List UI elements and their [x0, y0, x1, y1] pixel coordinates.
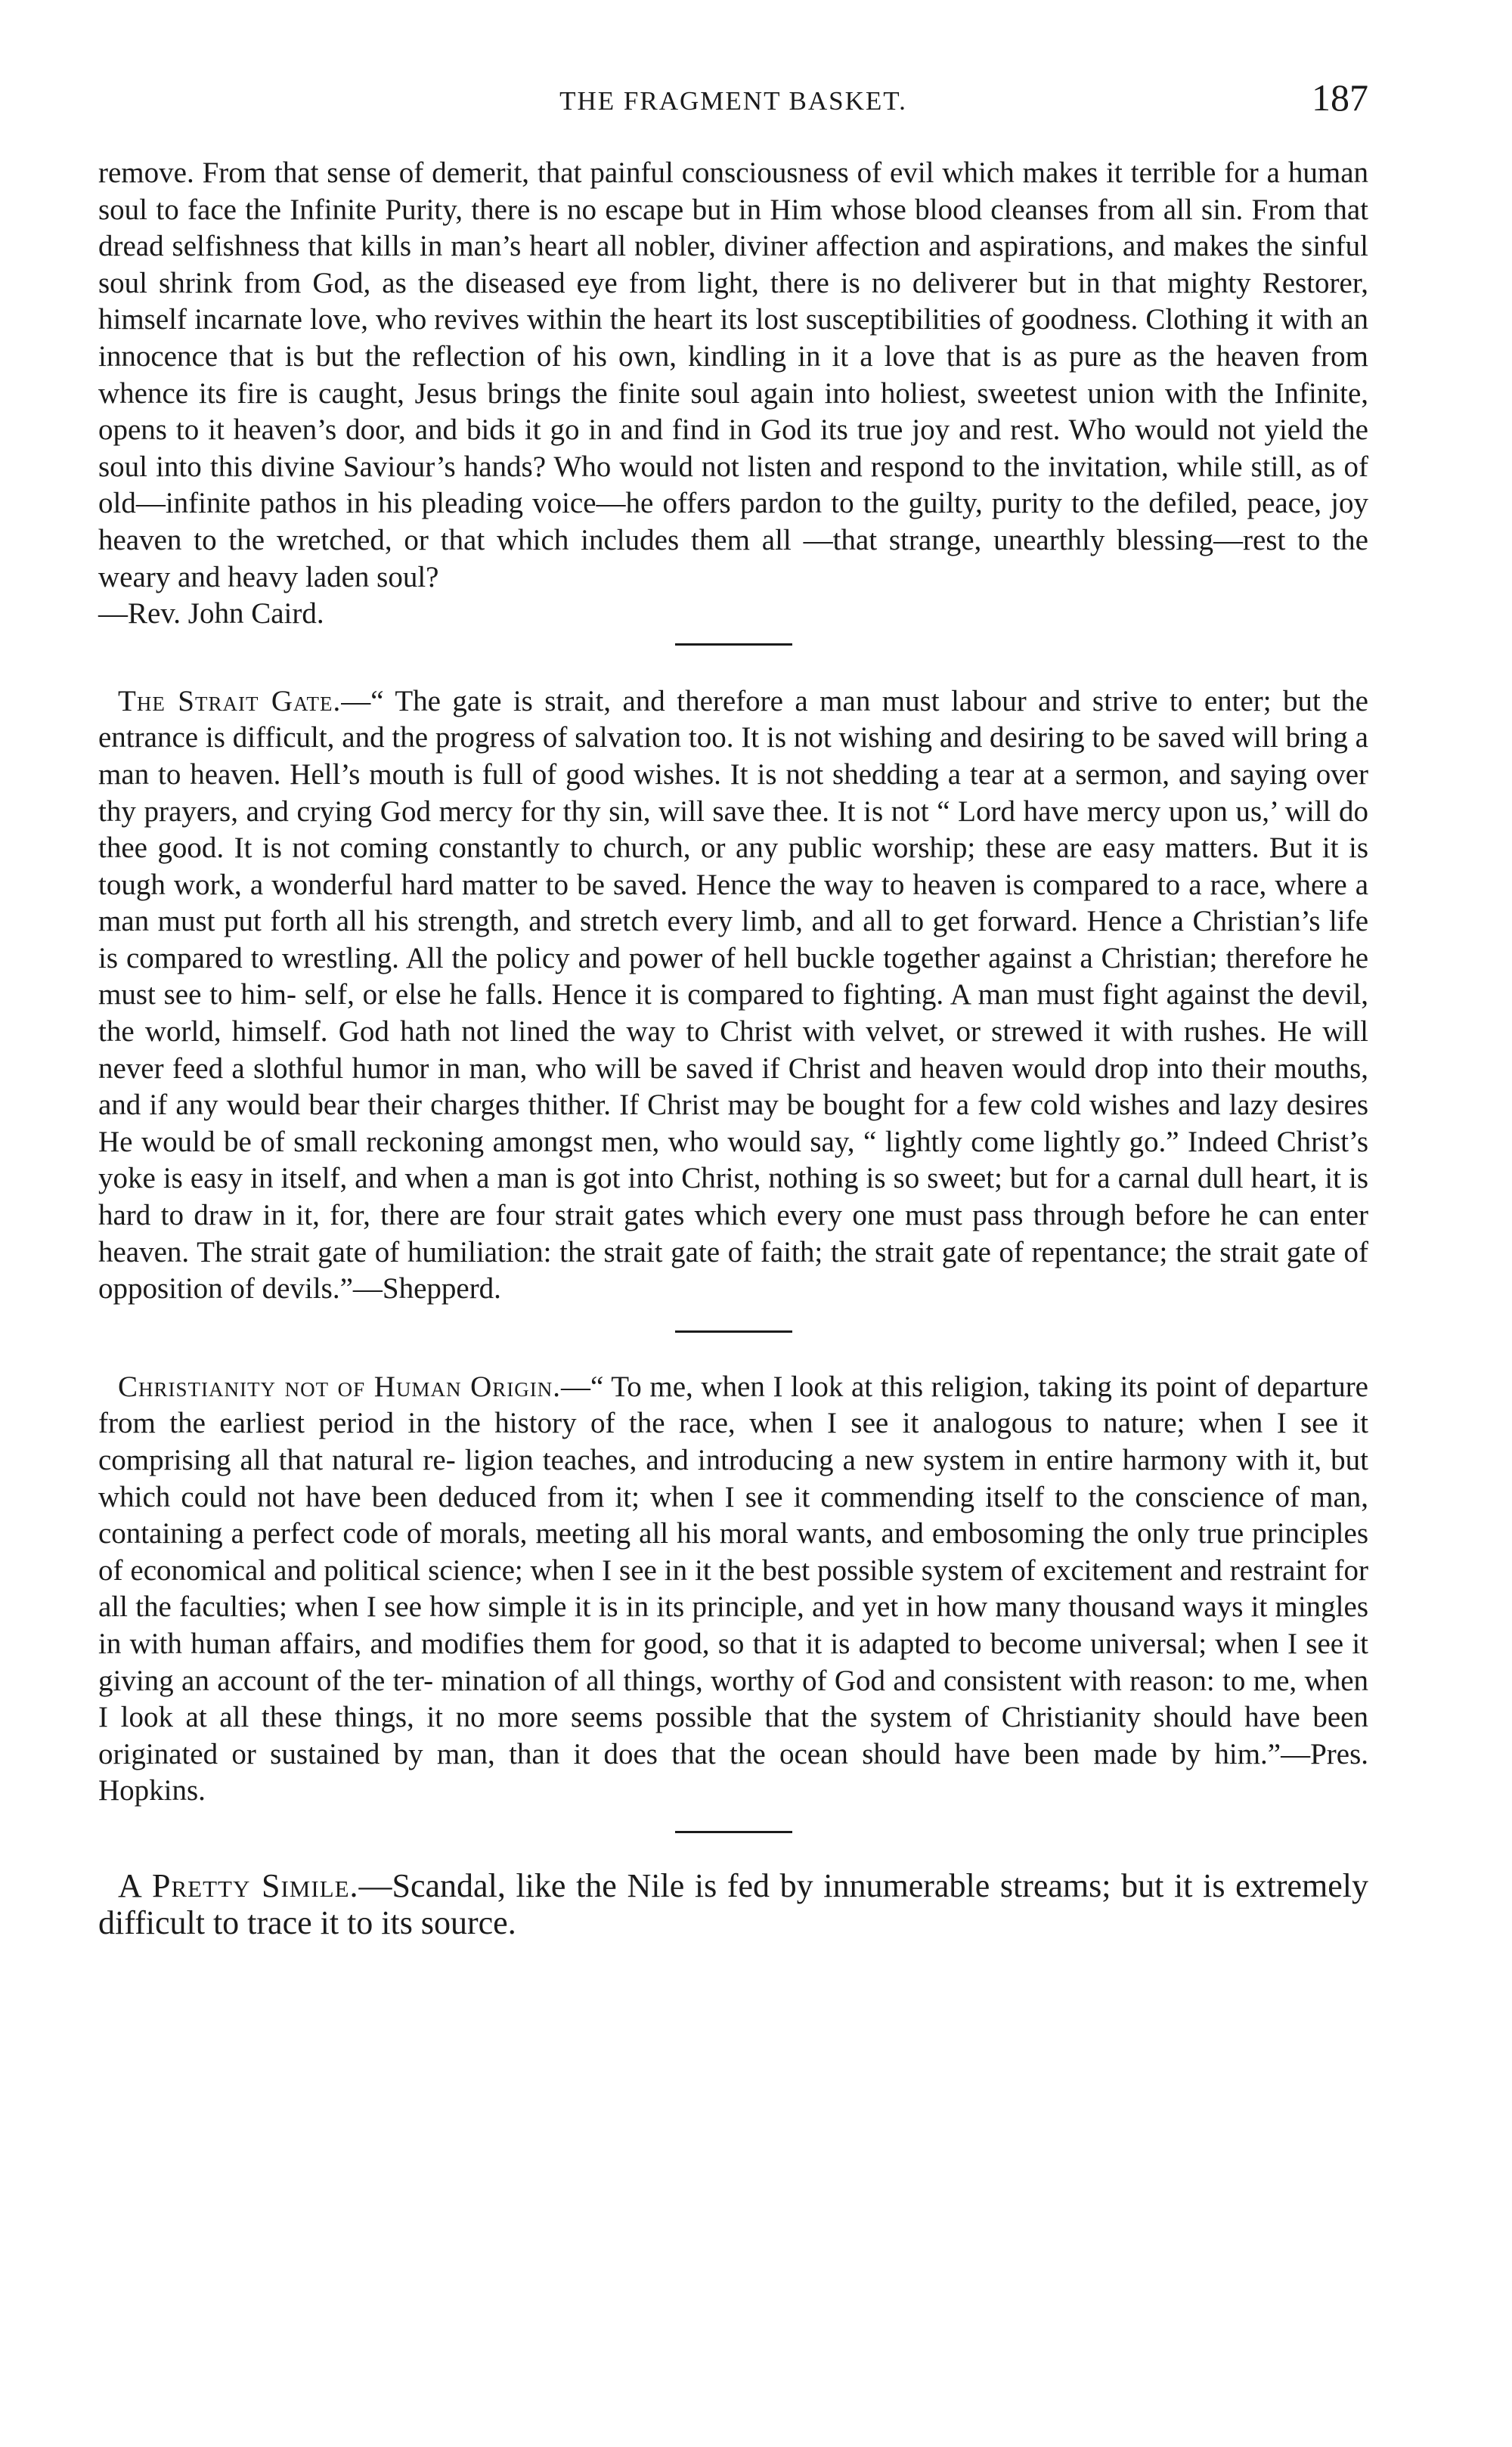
section-divider: [675, 643, 792, 646]
strait-gate-passage: The Strait Gate.—“ The gate is strait, and therefore a man must labour and strive to enter; but the entrance is difficult, and the progress of salvation too. It is not wishing and desiring to be saved will bring a man to heaven. Hell’s mouth is full of good wishes. It is not shedding a tear at a sermon, and saying over thy prayers, and crying God mercy for thy sin, will save thee. It is not “ Lord have mercy upon us,’ will do thee good. It is not coming constantly to church, or any public worship; these are easy matters. But it is tough work, a wonderful hard matter to be saved. Hence the way to heaven is compared to a race, where a man must put forth all his strength, and stretch every limb, and all to get forward. Hence a Christian’s life is compared to wrestling. All the policy and power of hell buckle together against a Christian; therefore he must see to him- self, or else he falls. Hence it is compared to fighting. A man must fight against the devil, the world, himself. God hath not lined the way to Christ with velvet, or strewed it with rushes. He will never feed a slothful humor in man, who will be saved if Christ and heaven would drop into their mouths, and if any would bear their charges thither. If Christ may be bought for a few cold wishes and lazy desires He would be of small reckoning amongst men, who would say, “ lightly come lightly go.” Indeed Christ’s yoke is easy in itself, and when a man is got into Christ, nothing is so sweet; but for a carnal dull heart, it is hard to draw in it, for, there are four strait gates which every one must pass through before he can enter heaven. The strait gate of humiliation: the strait gate of faith; the strait gate of repentance; the strait gate of opposition of devils.”—Shepperd.: [98, 684, 1369, 1306]
page-body: [98, 155, 1368, 1941]
section-divider: [675, 1831, 792, 1833]
section-divider: [675, 1330, 792, 1333]
page-header: [98, 76, 1368, 129]
christianity-passage: Christianity not of Human Origin.—“ To me, when I look at this religion, taking its point of departure from the earliest period in the history of the race, when I see it analogous to nature; when I see it comprising all that natural re- ligion teaches, and introducing a new system in entire harmony with it, but which could not have been deduced from it; when I see it commending itself to the conscience of man, containing a perfect code of morals, meeting all his moral wants, and embosoming the only true principles of economical and political science; when I see in it the best possible system of excitement and restraint for all the faculties; when I see how simple it is in its principle, and yet in how many thousand ways it mingles in with human affairs, and modifies them for good, so that it is adapted to become universal; when I see it giving an account of the ter- mination of all things, worthy of God and consistent with reason: to me, when I look at all these things, it no more seems possible that the system of Christianity should have been originated or sustained by man, than it does that the ocean should have been made by him.”—Pres. Hopkins.: [98, 1370, 1369, 1807]
running-title: THE FRAGMENT BASKET.: [559, 86, 907, 116]
section-title: The Strait Gate.: [118, 684, 342, 717]
page-number: 187: [1312, 76, 1368, 119]
section-title: A Pretty Simile.: [118, 1866, 359, 1904]
section-title: Christianity not of Human Origin.: [118, 1370, 561, 1403]
simile-passage: A Pretty Simile.—Scandal, like the Nile is fed by innumerable streams; but it is extremely difficult to trace it to its source.: [98, 1866, 1368, 1941]
caird-passage: remove. From that sense of demerit, that painful consciousness of evil which makes it terrible for a human soul to face the Infinite Purity, there is no escape but in Him whose blood cleanses from all sin. From that dread selfishness that kills in man’s heart all nobler, diviner affection and aspirations, and makes the sinful soul shrink from God, as the diseased eye from light, there is no deliverer but in that mighty Restorer, himself incarnate love, who revives within the heart its lost susceptibilities of goodness. Clothing it with an innocence that is but the reflection of his own, kindling in it a love that is as pure as the heaven from whence its fire is caught, Jesus brings the finite soul again into holiest, sweetest union with the Infinite, opens to it heaven’s door, and bids it go in and find in God its true joy and rest. Who would not yield the soul into this divine Saviour’s hands? Who would not listen and respond to the invitation, while still, as of old—infinite pathos in his pleading voice—he offers pardon to the guilty, purity to the defiled, peace, joy heaven to the wretched, or that which includes them all —that strange, unearthly blessing—rest to the weary and heavy laden soul? —Rev. John Caird.: [98, 156, 1369, 630]
